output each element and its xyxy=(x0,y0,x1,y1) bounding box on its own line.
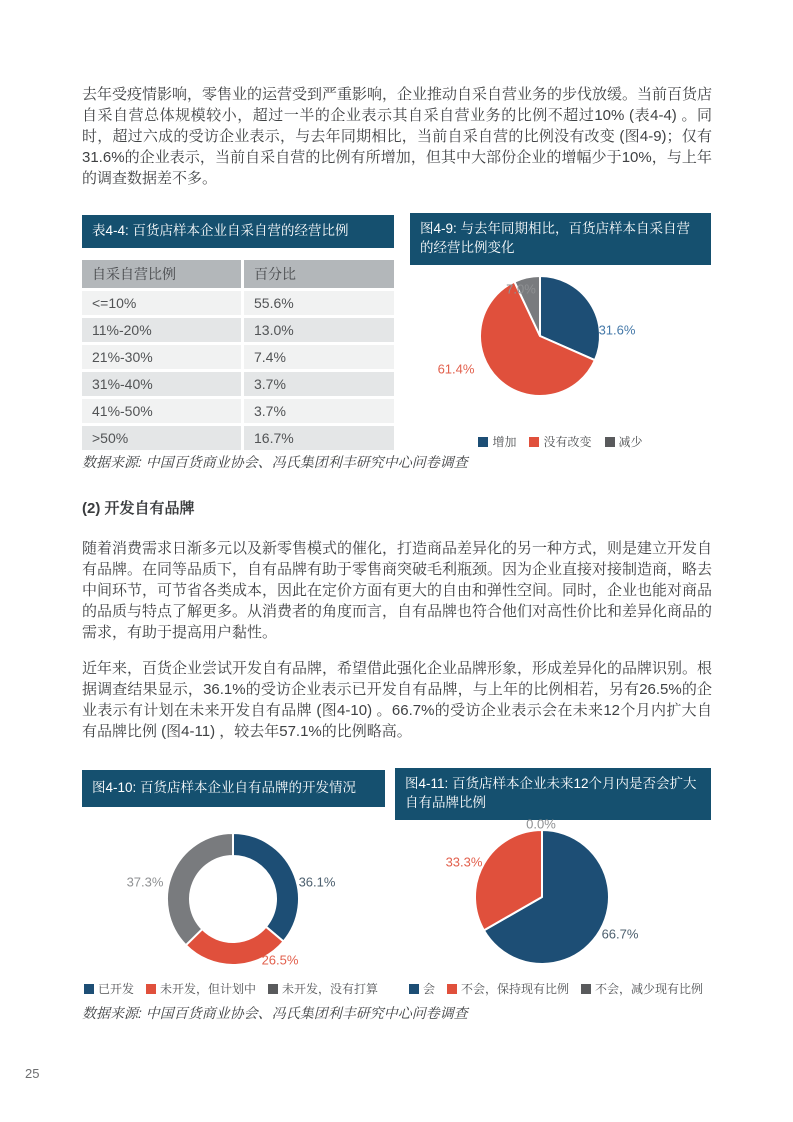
pie-label-no-change: 61.4% xyxy=(437,361,475,377)
donut-chart-4-10 xyxy=(158,824,308,974)
source-note: 数据来源: 中国百货商业协会、冯氏集团利丰研究中心问卷调查 xyxy=(82,454,468,470)
pie-label-wont-keep: 33.3% xyxy=(445,854,483,870)
legend-item xyxy=(478,433,516,450)
table-cell: 16.7% xyxy=(244,426,394,450)
legend-item xyxy=(529,433,591,450)
table-header-cell: 自采自营比例 xyxy=(82,260,244,288)
table-cell: 41%-50% xyxy=(82,399,244,423)
chart-4-10-plot xyxy=(82,814,385,1004)
table-cell: >50% xyxy=(82,426,244,450)
chart-4-11-block xyxy=(395,768,711,996)
pie-label-planned: 26.5% xyxy=(261,952,299,968)
table-cell: 21%-30% xyxy=(82,345,244,369)
legend-item xyxy=(605,433,643,450)
legend-item xyxy=(447,980,569,997)
section-paragraph-2: 近年来，百货企业尝试开发自有品牌，希望借此强化企业品牌形象，形成差异化的品牌识别。根据调查结果显示，36.1%的受访企业表示已开发自有品牌，与上年的比例相若，另有26.5%的企业表示有计划在未来开发自有品牌 (图4-10) 。66.7%的受访企业表示会在未来12个月内扩大自有品牌比例 (图4-11) ，较去年57.1%的比例略高。 xyxy=(82,660,713,740)
legend-swatch xyxy=(605,437,615,447)
legend-swatch xyxy=(447,984,457,994)
legend-swatch xyxy=(529,437,539,447)
chart-4-10-legend xyxy=(84,980,378,997)
legend-label: 减少 xyxy=(618,435,643,449)
chart-4-11-plot xyxy=(395,814,711,1004)
legend-item xyxy=(146,980,256,997)
table-cell: 13.0% xyxy=(244,318,394,342)
legend-swatch xyxy=(581,984,591,994)
legend-label: 不会，减少现有比例 xyxy=(595,982,704,996)
page-number: 25 xyxy=(25,1066,40,1081)
legend-swatch xyxy=(84,984,94,994)
chart-4-9-block xyxy=(410,213,711,468)
table-row xyxy=(82,372,394,396)
section-heading: (2) 开发自有品牌 xyxy=(82,500,195,517)
chart-4-10-block xyxy=(82,770,385,996)
chart-4-9-plot xyxy=(410,262,711,462)
legend-swatch xyxy=(478,437,488,447)
legend-swatch xyxy=(409,984,419,994)
table-title-bar: 表4-4: 百货店样本企业自采自营的经营比例 xyxy=(82,215,394,248)
pie-chart-4-11 xyxy=(467,822,617,972)
table-cell: <=10% xyxy=(82,291,244,315)
legend-swatch xyxy=(268,984,278,994)
legend-label: 未开发，但计划中 xyxy=(160,982,257,996)
source-note: 数据来源: 中国百货商业协会、冯氏集团利丰研究中心问卷调查 xyxy=(82,1005,468,1021)
section-paragraph-1: 随着消费需求日渐多元以及新零售模式的催化，打造商品差异化的另一种方式，则是建立开发自有品牌。在同等品质下，自有品牌有助于零售商突破毛利瓶颈。因为企业直接对接制造商，略去中间环节，可节省各类成本，因此在定价方面有更大的自由和弹性空间。同时，企业也能对商品的品质与特点了解更多。从消费者的角度而言，自有品牌也符合他们对高性价比和差异化商品的需求，有助于提高用户黏性。 xyxy=(82,540,713,641)
pie-label-decrease: 7.0% xyxy=(506,281,536,297)
table-cell: 7.4% xyxy=(244,345,394,369)
legend-label: 未开发，没有打算 xyxy=(282,982,379,996)
pie-label-wont-reduce: 0.0% xyxy=(526,816,556,832)
chart-4-9-legend xyxy=(410,433,711,450)
table-cell: 55.6% xyxy=(244,291,394,315)
legend-item xyxy=(581,980,703,997)
table-cell: 3.7% xyxy=(244,399,394,423)
chart-4-11-legend xyxy=(409,980,703,997)
chart-4-11-title-bar: 图4-11: 百货店样本企业未来12个月内是否会扩大自有品牌比例 xyxy=(395,768,711,820)
table-cell: 11%-20% xyxy=(82,318,244,342)
legend-item xyxy=(409,980,435,997)
table-row xyxy=(82,399,394,423)
pie-chart-4-9 xyxy=(472,268,608,404)
legend-label: 已开发 xyxy=(98,982,135,996)
chart-4-10-title-bar: 图4-10: 百货店样本企业自有品牌的开发情况 xyxy=(82,770,385,807)
table-row xyxy=(82,291,394,315)
legend-label: 会 xyxy=(423,982,436,996)
legend-label: 不会，保持现有比例 xyxy=(461,982,570,996)
pie-label-developed: 36.1% xyxy=(298,874,336,890)
pie-label-will: 66.7% xyxy=(601,926,639,942)
legend-item xyxy=(268,980,378,997)
legend-label: 没有改变 xyxy=(543,435,592,449)
table-row xyxy=(82,318,394,342)
chart-4-9-title-bar: 图4-9: 与去年同期相比，百货店样本自采自营的经营比例变化 xyxy=(410,213,711,265)
table-header-cell: 百分比 xyxy=(244,260,394,288)
intro-paragraph: 去年受疫情影响，零售业的运营受到严重影响，企业推动自采自营业务的步伐放缓。当前百货店自采自营总体规模较小，超过一半的企业表示其自采自营业务的比例不超过10% (表4-4) 。同时，超过六成的受访企业表示，与去年同期相比，当前自采自营的比例没有改变 (图4-9)；仅有31.6%的企业表示，当前自采自营的比例有所增加，但其中大部份企业的增幅少于10%，与上年的调查数据差不多。 xyxy=(82,86,713,187)
table-header-row xyxy=(82,260,394,288)
table-row xyxy=(82,426,394,450)
pie-label-increase: 31.6% xyxy=(598,322,636,338)
table-cell: 31%-40% xyxy=(82,372,244,396)
table-4-4-block xyxy=(82,215,394,453)
table-cell: 3.7% xyxy=(244,372,394,396)
pie-label-no-plan: 37.3% xyxy=(126,874,164,890)
table-4-4 xyxy=(82,260,394,450)
legend-item xyxy=(84,980,134,997)
table-row xyxy=(82,345,394,369)
legend-label: 增加 xyxy=(492,435,517,449)
legend-swatch xyxy=(146,984,156,994)
